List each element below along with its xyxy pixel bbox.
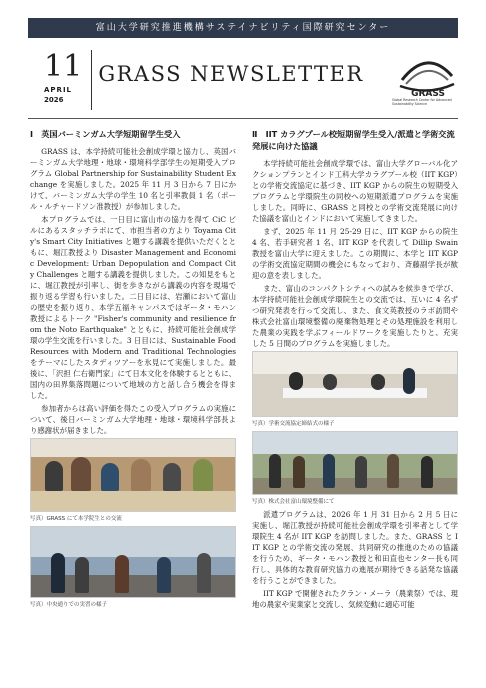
- issue-month: APRIL: [44, 86, 73, 94]
- section-2-paragraph: 派遣プログラムは、2026 年 1 月 31 日から 2 月 5 日に実施し、堀江教授が持続可能社会創成学環を引率者として学環院生 4 名が IIT KGP を訪問しました。また、GRASS と IIT KGP との学術交流の発展、共同研究の推進のための協議を行うため、ギータ・モハン教授と和田直也センター長も同行し、具体的な教育研究協力の進展が期待できる話発な協議を行うことができました。: [252, 510, 458, 585]
- section-2-heading: Ⅱ IIT カラグプール校短期留学生受入/派遣と学術交流発展に向けた協議: [252, 129, 455, 151]
- left-column: [30, 128, 236, 612]
- section-1-heading: Ⅰ 英国バーミンガム大学短期留学生受入: [30, 129, 181, 139]
- photo-caption: 写真）学術交流協定締結式の様子: [252, 421, 335, 427]
- photo-caption: 写真）株式会社富山環境整備にて: [252, 499, 335, 505]
- photo-environment-company: [252, 431, 458, 495]
- section-2-paragraph: 本学持続可能社会創成学環では、富山大学グローバル化アクションプランとインド工科大学カラグプール校（IIT KGP）との学術交流協定に基づき、IIT KGP からの院生の短期受入プログラムと学環院生の同校への短期派遣プログラムを実施しました。同時に、GRASS と同校との学術交流発展に向けた協議を富山とインドにおいて実施してきました。: [252, 159, 458, 223]
- photo-grass-exchange: [30, 438, 236, 512]
- photo-agreement-ceremony: [252, 351, 458, 417]
- photo-street-practicum: [30, 526, 236, 598]
- newsletter-title: GRASS NEWSLETTER: [98, 62, 364, 86]
- photo-caption: 写真）GRASS にて本学院生との交流: [30, 516, 122, 522]
- section-2-paragraph: まず、2025 年 11 月 25-29 日に、IIT KGP からの院生 4 名、若手研究者 1 名、IIT KGP を代表して Dillip Swain 教授を富山大学に迎えました。この期間に、本学と IIT KGP の学術交流協定期間の機会にもなっており、斉藤副学長が歓迎の意を表しました。: [252, 227, 458, 280]
- section-1-paragraph: GRASS は、本学持続可能社会創成学環と協力し、英国バーミンガム大学地理・地球・環境科学部学生の短期受入プログラム Global Partnership for Sustainability Student Exchange を実施しました。2025 年 11 月 3 日から 7 日にかけて、バーミンガム大学の学生 10 名と引率教員 1 名（ポール・ルチャードソン准教授）が参加しました。: [30, 147, 236, 211]
- section-2-paragraph: IIT KGP で開催されたクラン・メーラ（農業祭）では、現地の農家や実業家と交流し、気候変動に適応可能: [252, 589, 458, 609]
- section-1-paragraph: 参加者からは高い評価を得たこの受入プログラムの実施について、後日バーミンガム大学地理・地球・環境科学部長より感謝状が届きました。: [30, 404, 236, 435]
- issue-year: 2026: [44, 96, 64, 104]
- issue-number: 11: [44, 49, 83, 84]
- org-bar: 富山大学研究推進機構サステイナビリティ国際研究センター: [28, 18, 458, 38]
- photo-caption: 写真）中央通りでの実習の様子: [30, 602, 108, 608]
- header-rule: [28, 118, 458, 119]
- grass-logo: [392, 46, 462, 102]
- section-2-paragraph: また、富山のコンパクトシティへの試みを候歩きで学び、本学持続可能社会創成学環院生との交流では、互いに 4 名ずつ研究発表を行って交流し、また、食文英教授のラボ訪問や株式会社富山環境整備の廃棄物処理とその処理施設を利用した農業の実践を学ぶフィールドワークを実施したりと、充実した 5 日間のプログラムを実施しました。: [252, 284, 458, 348]
- right-column: [252, 128, 458, 612]
- header-divider: [91, 50, 92, 110]
- logo-wordmark: GRASS: [411, 89, 445, 99]
- section-1-paragraph: 本プログラムでは、一日目に富山市の協力を得て CiC ビルにあるスタッチラボにて、市担当者の方より Toyama City's Smart City Initiatives と題する講義を提供いただくとともに、堀江教授より Disaster Management and Economic Development: Urban Depopulation and Compact City Challenges と題する講義を提供しました。この知見をもとに、堀江教授が引率し、街を歩きながら講義の内容を現場で振り返る学習も行いました。二日目には、岩瀬において富山の歴史を振り返り、本学五福キャンパスではギータ・モハン教授によるトーク "Fisher's community and resilience from the Noto Earthquake" とともに、持続可能社会創成学環の学生交流を行いました。3 日目には、Sustainable Food Resources with Modern and Traditional Technologies をテーマにしたスタディツアーを氷見にて実施しました。最後に、「沢担 仁右衛門家」にて日本文化を体験するとともに、国内の田界集落問題について地域の方と話し合う機会を得ました。: [30, 215, 236, 400]
- logo-subtitle: Global Research Center for Advanced Sustainability Science: [392, 98, 452, 106]
